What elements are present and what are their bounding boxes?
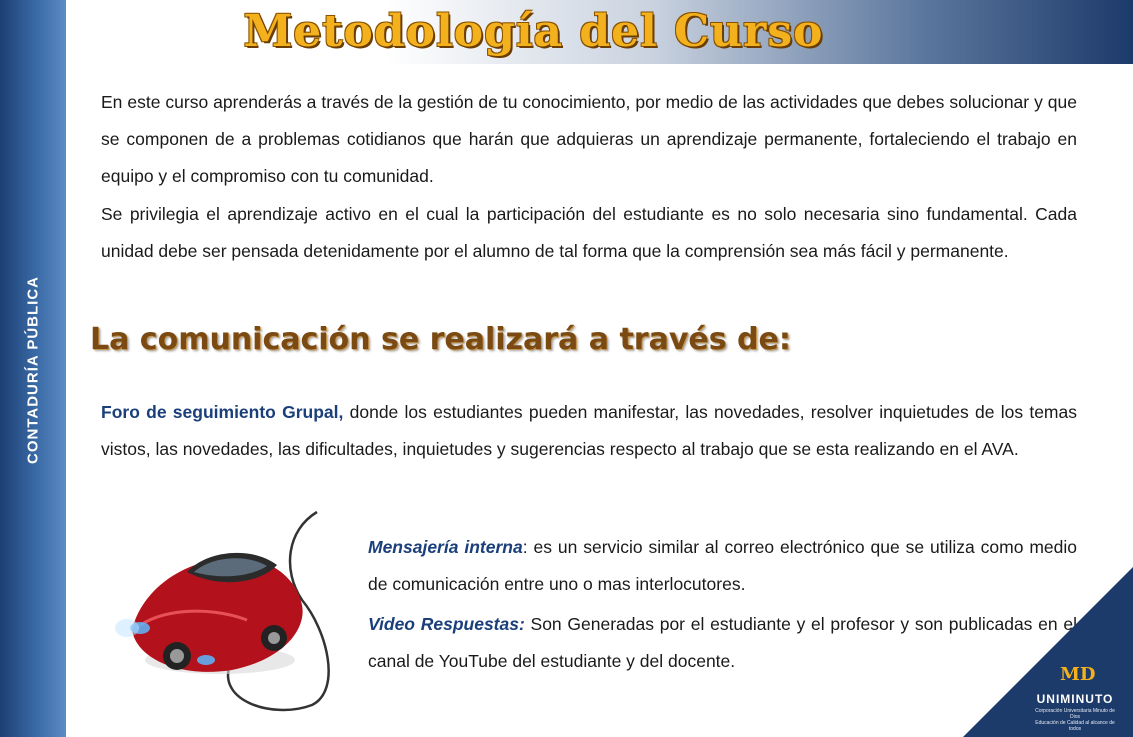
intro-paragraph-2: Se privilegia el aprendizaje activo en el cual la participación del estudiante es no solo necesaria sino fundamental. Cada unidad debe ser pensada detenidamente por el alumno de tal forma que la comprensión sea más fácil y permanente. (101, 204, 1077, 261)
communication-heading: La comunicación se realizará a través de: (90, 322, 791, 357)
messaging-keyword: Mensajería interna (368, 537, 523, 557)
page-title: Metodología del Curso (243, 6, 824, 57)
forum-paragraph (101, 394, 1077, 468)
logo-tagline (1030, 708, 1120, 732)
messaging-text: : es un servicio similar al correo electrónico que se utiliza como medio de comunicación entre uno o mas interlocutores. (368, 537, 1077, 594)
logo-name: UNIMINUTO (1036, 692, 1114, 706)
sidebar (0, 0, 66, 737)
forum-keyword: Foro de seguimiento Grupal, (101, 402, 344, 422)
logo-tagline-1: Corporación Universitaria Minuto de Dios (1035, 708, 1115, 720)
intro-paragraph-1: En este curso aprenderás a través de la gestión de tu conocimiento, por medio de las actividades que debes solucionar y que se componen de a problemas cotidianos que harán que adquieras un aprendizaje permanente, fortaleciendo el trabajo en equipo y el compromiso con tu comunidad. (101, 92, 1077, 186)
forum-text: donde los estudiantes pueden manifestar, las novedades, resolver inquietudes de los temas vistos, las novedades, las dificultades, inquietudes y sugerencias respecto al trabajo que se esta realizando en el AVA. (101, 402, 1077, 459)
uniminuto-logo (1030, 662, 1120, 732)
video-keyword: Video Respuestas: (368, 614, 525, 634)
logo-mark: MD (1060, 664, 1096, 685)
car-mouse-image (112, 510, 342, 725)
video-text: Son Generadas por el estudiante y el profesor y son publicadas en el canal de YouTube del estudiante y del docente. (368, 614, 1077, 671)
logo-tagline-2: Educación de Calidad al alcance de todos (1035, 720, 1115, 732)
sidebar-label: CONTADURÍA PÚBLICA (24, 276, 42, 464)
